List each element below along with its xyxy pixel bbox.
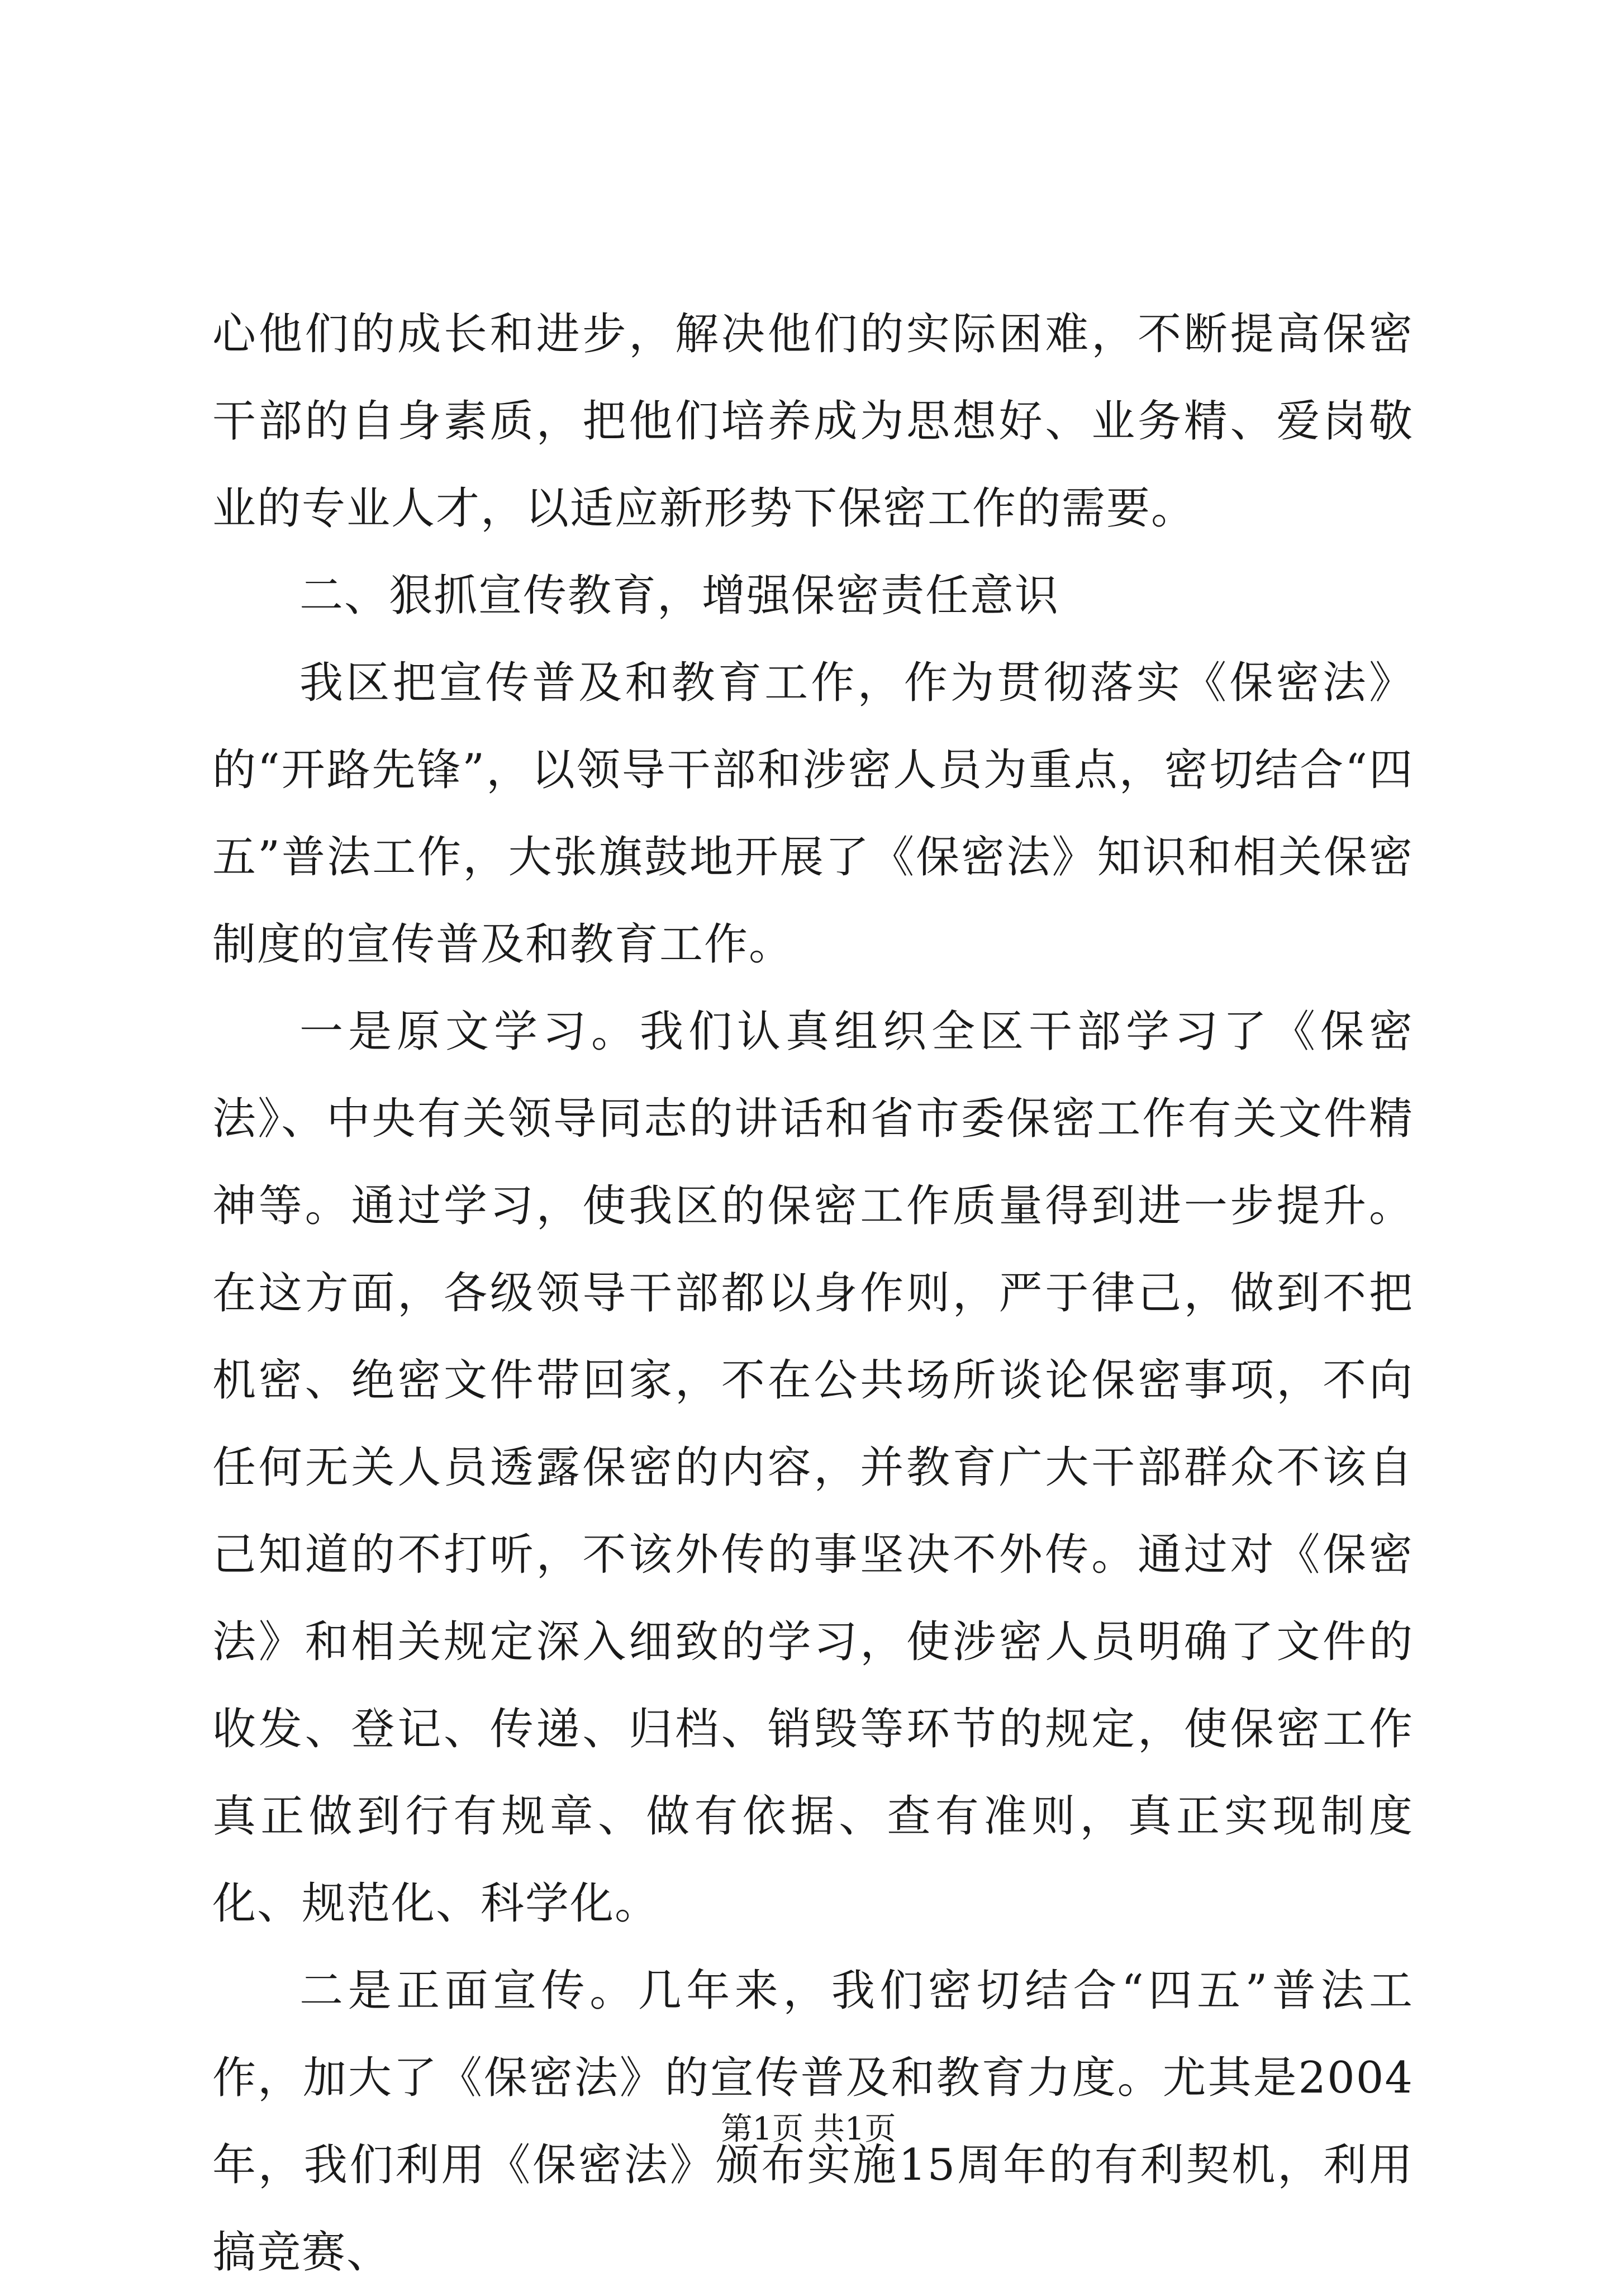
paragraph: 我区把宣传普及和教育工作，作为贯彻落实《保密法》的“开路先锋”，以领导干部和涉密人员为重点，密切结合“四五”普法工作，大张旗鼓地开展了《保密法》知识和相关保密制度的宣传普及和教育工作。 <box>212 658 1414 970</box>
paragraph-continuation: 心他们的成长和进步，解决他们的实际困难，不断提高保密干部的自身素质，把他们培养成为思想好、业务精、爱岗敬业的专业人才，以适应新形势下保密工作的需要。 <box>212 309 1414 534</box>
document-body <box>212 291 1414 2296</box>
section-heading: 二、狠抓宣传教育，增强保密责任意识 <box>299 571 1060 621</box>
paragraph: 二是正面宣传。几年来，我们密切结合“四五”普法工作，加大了《保密法》的宣传普及和教育力度。尤其是2004年，我们利用《保密法》颁布实施15周年的有利契机，利用搞竞赛、 <box>212 1966 1414 2278</box>
page-footer: 第1页 共1页 <box>721 2111 896 2147</box>
paragraph: 一是原文学习。我们认真组织全区干部学习了《保密法》、中央有关领导同志的讲话和省市委保密工作有关文件精神等。通过学习，使我区的保密工作质量得到进一步提升。在这方面，各级领导干部都以身作则，严于律己，做到不把机密、绝密文件带回家，不在公共场所谈论保密事项，不向任何无关人员透露保密的内容，并教育广大干部群众不该自己知道的不打听，不该外传的事坚决不外传。通过对《保密法》和相关规定深入细致的学习，使涉密人员明确了文件的收发、登记、传递、归档、销毁等环节的规定，使保密工作真正做到行有规章、做有依据、查有准则，真正实现制度化、规范化、科学化。 <box>212 1007 1414 1929</box>
